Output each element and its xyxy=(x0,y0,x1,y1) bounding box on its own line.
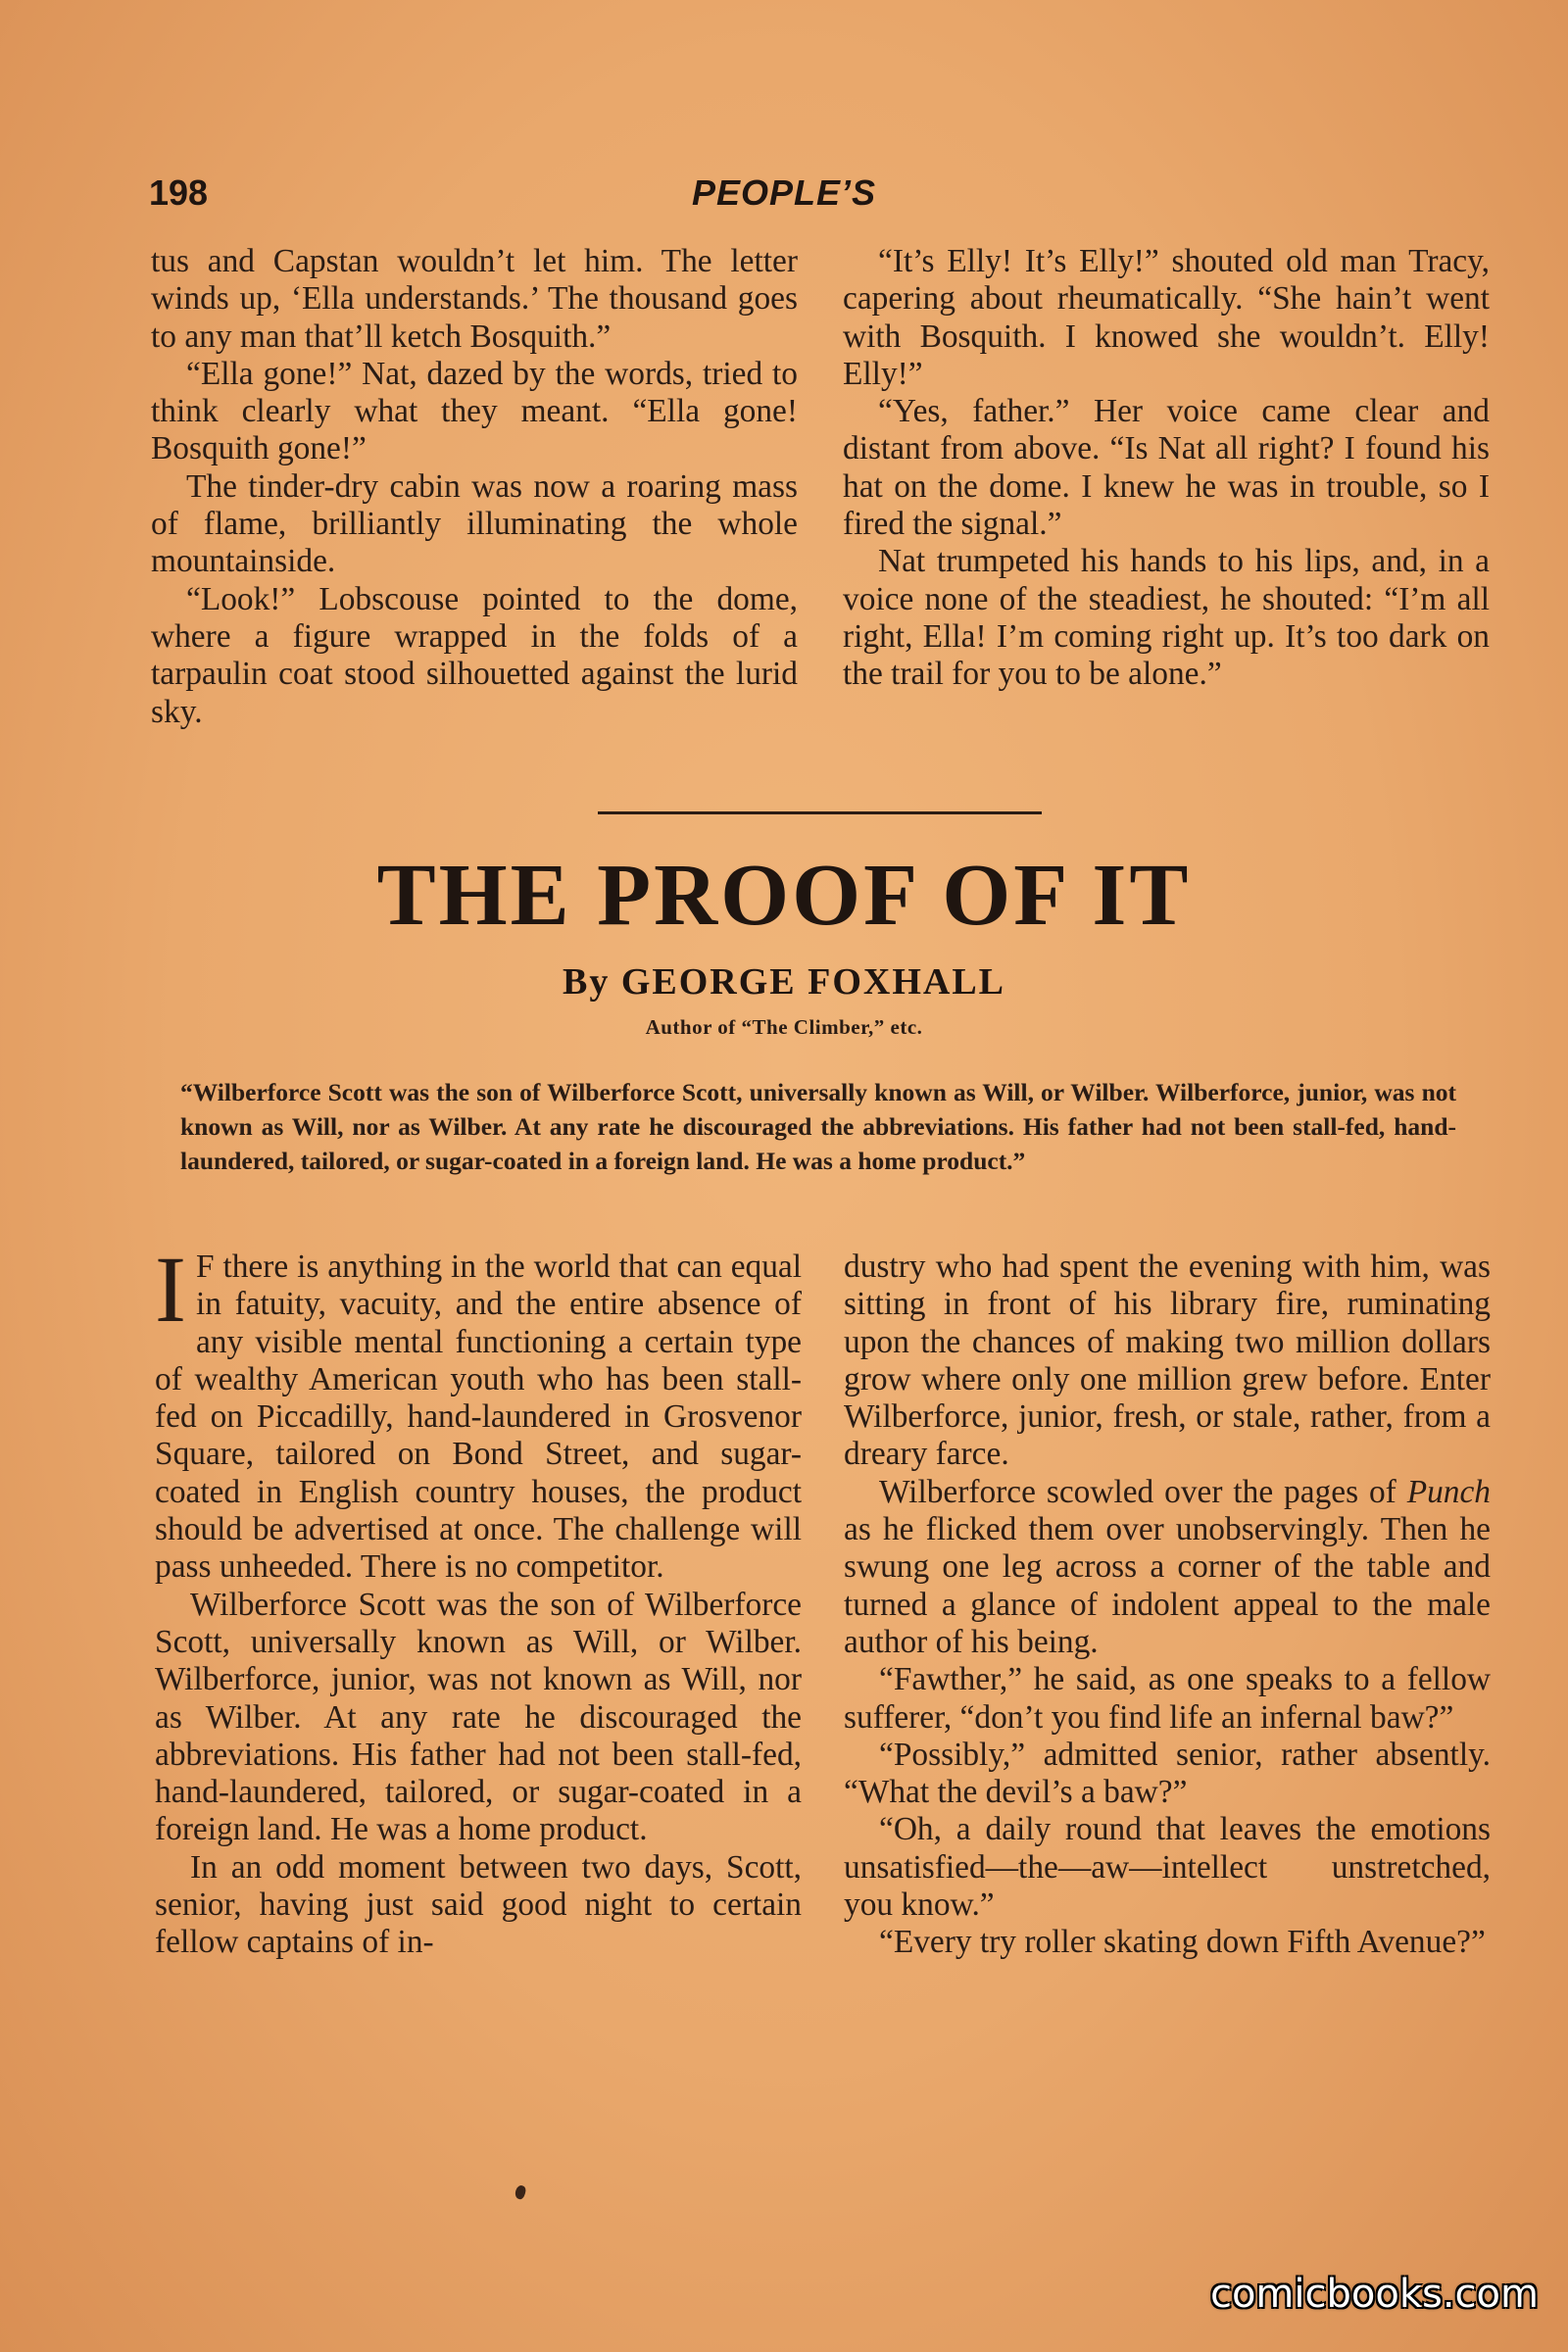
drop-cap: I xyxy=(155,1237,186,1342)
story-title: THE PROOF OF IT xyxy=(376,847,1192,944)
story-blurb: “Wilberforce Scott was the son of Wilberforce Scott, universally known as Will, or Wilber. Wilberforce, junior, was not known as Will, nor as Wilber. At any rate he discouraged the abbreviations. His father had not been stall-fed, hand-laundered, tailored, or sugar-coated in a foreign land. He was a home product.” xyxy=(180,1078,1456,1175)
text-run: Wilberforce scowled over the pages of xyxy=(879,1473,1407,1510)
story-right-column xyxy=(844,1249,1491,1962)
previous-story-right-column xyxy=(843,243,1490,694)
story-left-column xyxy=(155,1237,802,1962)
story-byline: By GEORGE FOXHALL xyxy=(562,961,1006,1003)
magazine-title: Punch xyxy=(1406,1473,1491,1510)
text-run: as he flicked them over unobservingly. Then he swung one leg across a corner of the table and turned a glance of indolent appeal to the male author of his being. xyxy=(844,1511,1491,1660)
page-number: 198 xyxy=(149,172,209,213)
section-divider xyxy=(598,811,1042,814)
paragraph: “Look!” Lobscouse pointed to the dome, where a figure wrapped in the folds of a tarpaulin coat stood silhouetted against the lurid sky. xyxy=(151,580,798,730)
paragraph: “It’s Elly! It’s Elly!” shouted old man Tracy, capering about rheumatically. “She hain’t went with Bosquith. I knowed she wouldn’t. Elly! Elly!” xyxy=(843,243,1490,392)
watermark: comicbooks.com xyxy=(1209,2272,1539,2317)
paragraph: “Possibly,” admitted senior, rather absently. “What the devil’s a baw?” xyxy=(844,1736,1491,1811)
previous-story-left-column xyxy=(151,243,798,731)
paragraph xyxy=(844,1474,1491,1661)
paragraph: “Fawther,” he said, as one speaks to a fellow sufferer, “don’t you find life an infernal baw?” xyxy=(844,1661,1491,1736)
paragraph: In an odd moment between two days, Scott, senior, having just said good night to certain fellow captains of in- xyxy=(155,1848,802,1961)
ink-mark xyxy=(514,2184,527,2201)
paragraph: “Every try roller skating down Fifth Avenue?” xyxy=(879,1924,1486,1961)
paragraph: Wilberforce Scott was the son of Wilberforce Scott, universally known as Will, or Wilber. Wilberforce, junior, was not known as Will, nor as Wilber. At any rate he discouraged the abbreviations. His father had not been stall-fed, hand-laundered, tailored, or sugar-coated in a foreign land. He was a home product. xyxy=(155,1586,802,1848)
opening-text: F there is anything in the world that can equal in fatuity, vacuity, and the entire absence of any visible mental functioning a certain type of wealthy American youth who has been stall-fed on Piccadilly, hand-laundered in Grosvenor Square, tailored on Bond Street, and sugar-coated in English country houses, the product should be advertised at once. The challenge will pass unheeded. There is no competitor. xyxy=(155,1249,802,1586)
opening-paragraph xyxy=(155,1237,802,1587)
paragraph: dustry who had spent the evening with him, was sitting in front of his library fire, ruminating upon the chances of making two million dollars grow where only one million grew before. Enter Wilberforce, junior, fresh, or stale, rather, from a dreary farce. xyxy=(844,1249,1491,1473)
paragraph: “Yes, father.” Her voice came clear and distant from above. “Is Nat all right? I found his hat on the dome. I knew he was in trouble, so I fired the signal.” xyxy=(843,393,1490,543)
author-note: Author of “The Climber,” etc. xyxy=(645,1015,923,1039)
paragraph: Nat trumpeted his hands to his lips, and, in a voice none of the steadiest, he shouted: “I’m all right, Ella! I’m coming right up. It’s too dark on the trail for you to be alone.” xyxy=(843,543,1490,693)
running-head: PEOPLE’S xyxy=(691,172,877,213)
paragraph: “Oh, a daily round that leaves the emotions unsatisfied—the—aw—intellect unstretched, you know.” xyxy=(844,1811,1491,1924)
paragraph: tus and Capstan wouldn’t let him. The letter winds up, ‘Ella understands.’ The thousand goes to any man that’ll ketch Bosquith.” xyxy=(151,243,798,355)
paragraph: The tinder-dry cabin was now a roaring mass of flame, brilliantly illuminating the whole mountainside. xyxy=(151,467,798,580)
paragraph: “Ella gone!” Nat, dazed by the words, tried to think clearly what they meant. “Ella gone! Bosquith gone!” xyxy=(151,355,798,467)
